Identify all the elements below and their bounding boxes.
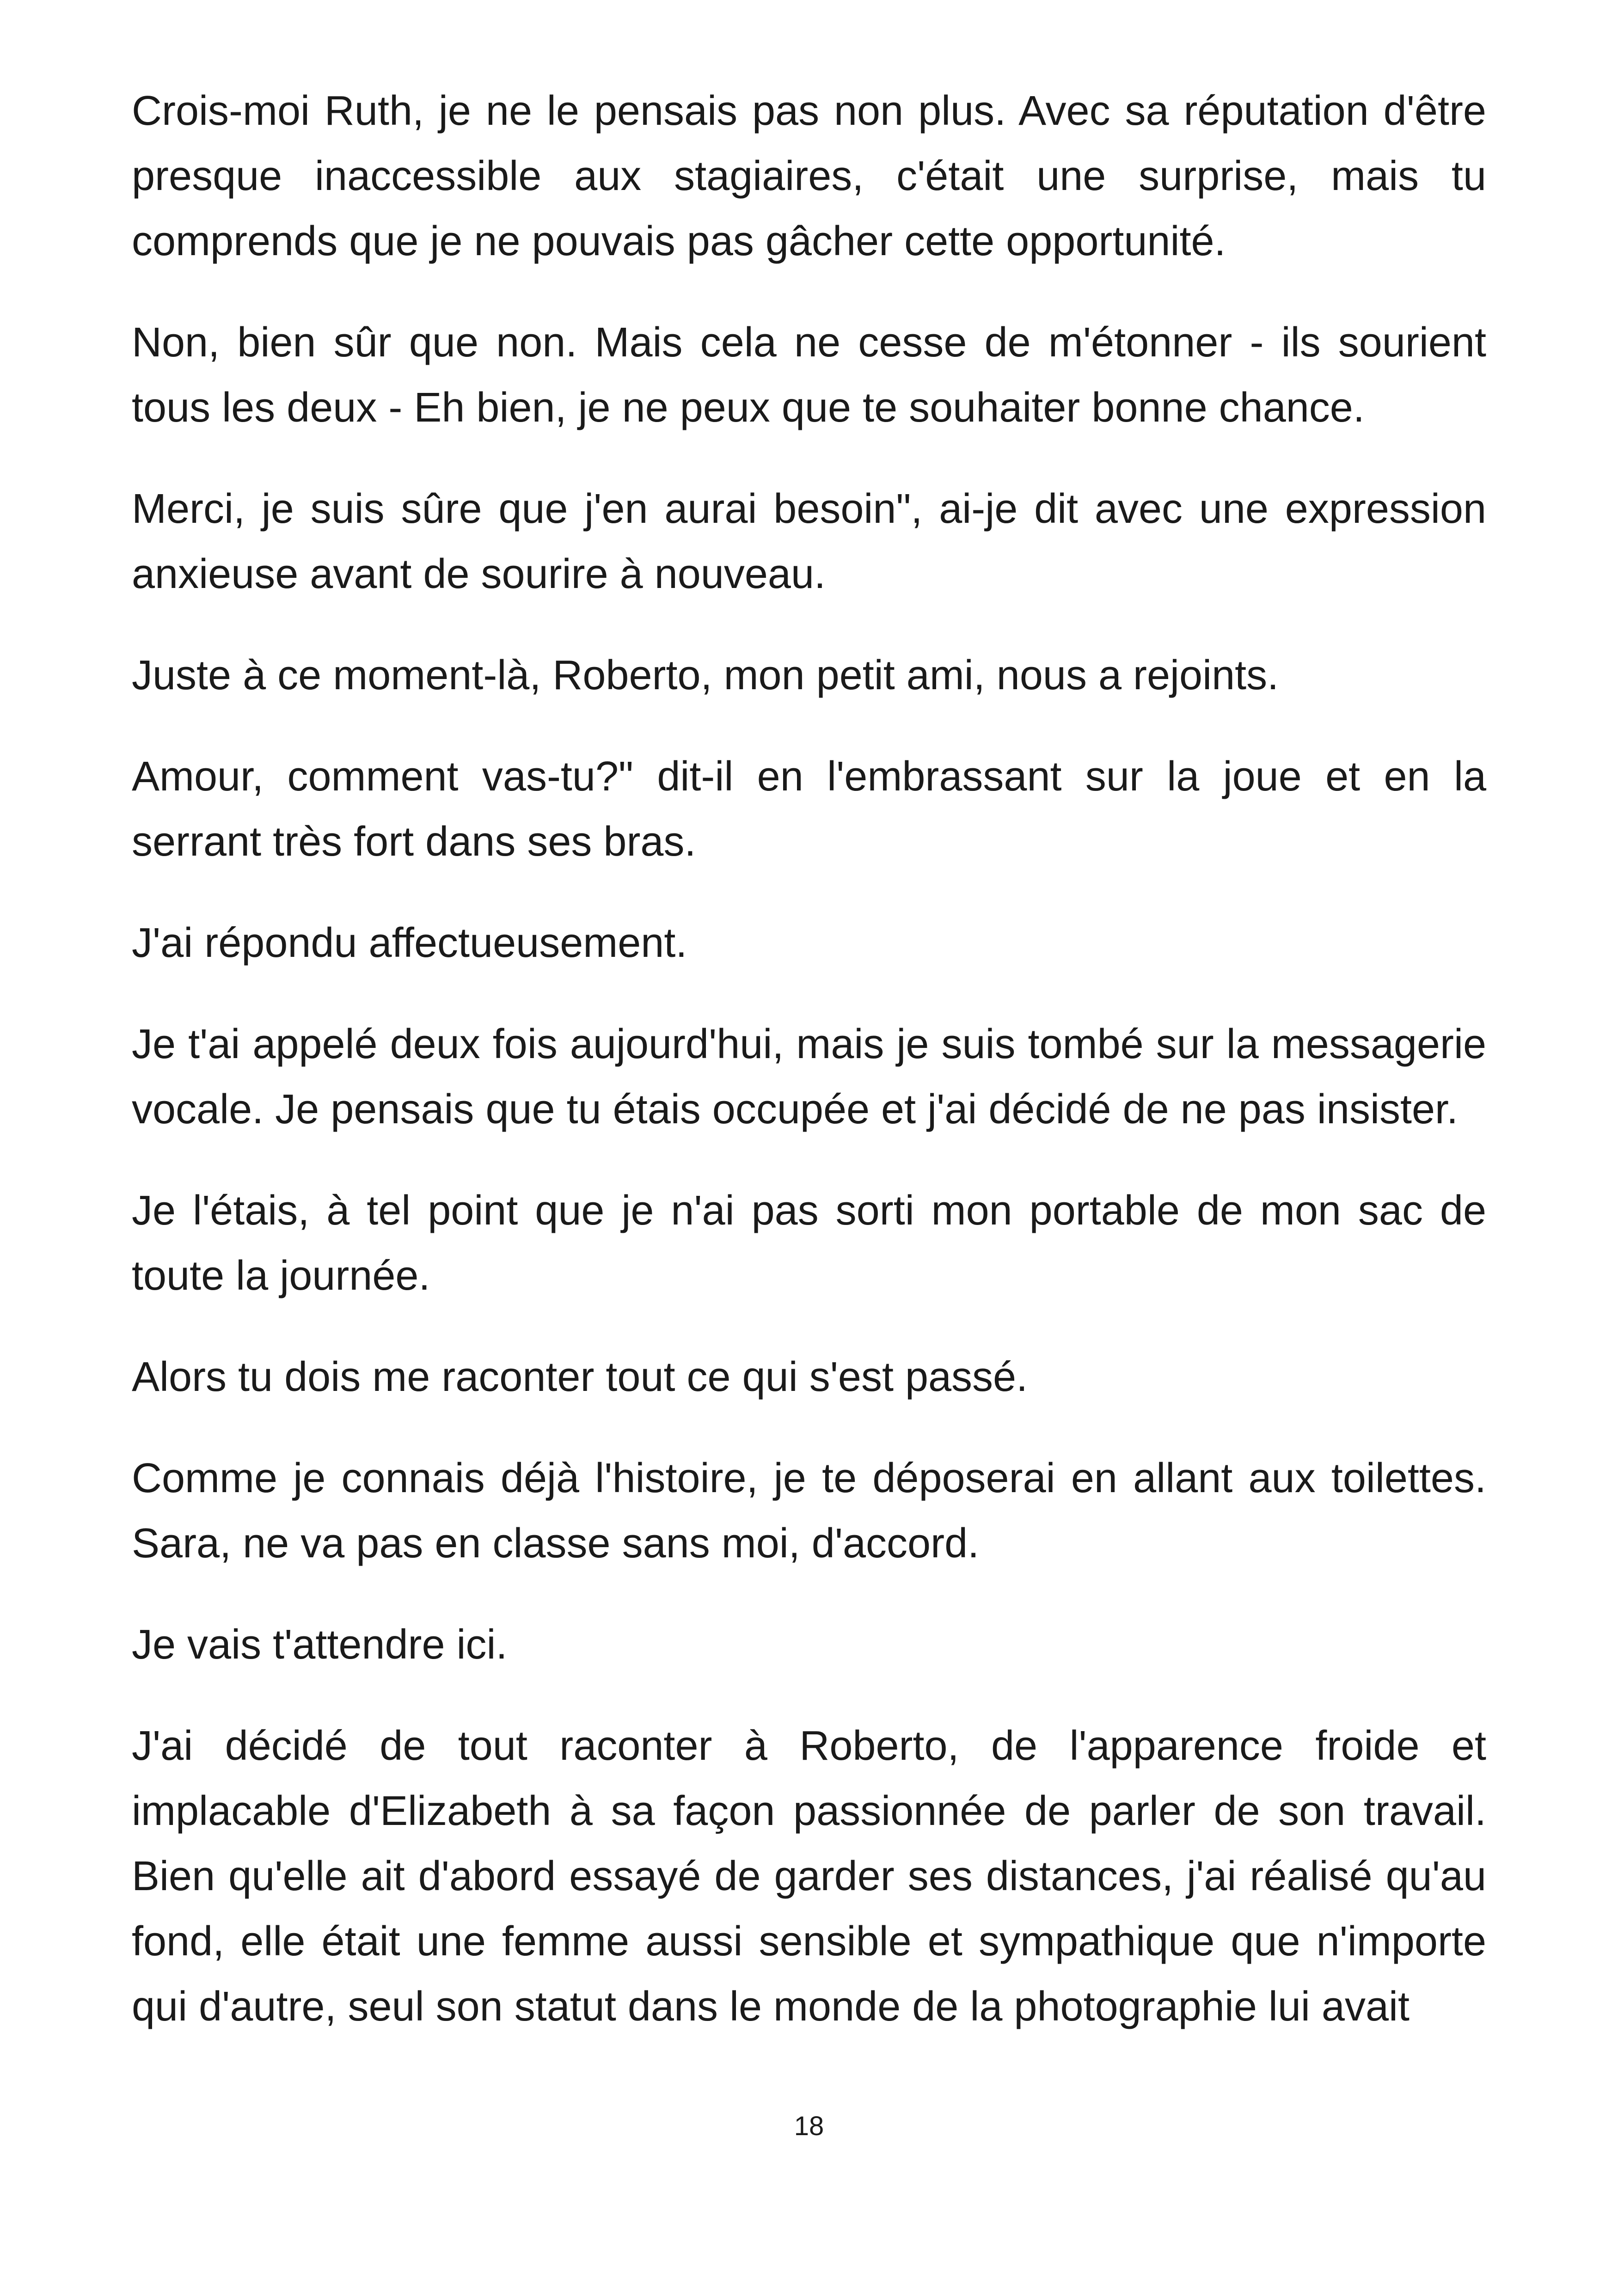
paragraph: Je vais t'attendre ici. <box>132 1622 508 1668</box>
paragraph: Amour, comment vas-tu?" dit-il en l'embrassant sur la joue et en la serrant très fort dans ses bras. <box>132 753 1486 865</box>
paragraph: Merci, je suis sûre que j'en aurai besoin", ai-je dit avec une expression anxieuse avant de sourire à nouveau. <box>132 486 1486 597</box>
paragraph: J'ai décidé de tout raconter à Roberto, de l'apparence froide et implacable d'Elizabeth à sa façon passionnée de parler de son travail. Bien qu'elle ait d'abord essayé de garder ses distances, j'ai réalisé qu'au fond, elle était une femme aussi sensible et sympathique que n'importe qui d'autre, seul son statut dans le monde de la photographie lui avait <box>132 1723 1486 2030</box>
paragraph: Juste à ce moment-là, Roberto, mon petit ami, nous a rejoints. <box>132 652 1279 698</box>
body-text <box>132 79 1486 2039</box>
paragraph: Non, bien sûr que non. Mais cela ne cesse de m'étonner - ils sourient tous les deux - Eh bien, je ne peux que te souhaiter bonne chance. <box>132 319 1486 431</box>
page-number: 18 <box>794 2111 824 2141</box>
paragraph: Comme je connais déjà l'histoire, je te déposerai en allant aux toilettes. Sara, ne va pas en classe sans moi, d'accord. <box>132 1455 1486 1567</box>
paragraph: Je l'étais, à tel point que je n'ai pas sorti mon portable de mon sac de toute la journée. <box>132 1188 1486 1299</box>
paragraph: Je t'ai appelé deux fois aujourd'hui, mais je suis tombé sur la messagerie vocale. Je pensais que tu étais occupée et j'ai décidé de ne pas insister. <box>132 1021 1486 1133</box>
paragraph: Crois-moi Ruth, je ne le pensais pas non plus. Avec sa réputation d'être presque inaccessible aux stagiaires, c'était une surprise, mais tu comprends que je ne pouvais pas gâcher cette opportunité. <box>132 88 1486 264</box>
paragraph: J'ai répondu affectueusement. <box>132 920 687 966</box>
paragraph: Alors tu dois me raconter tout ce qui s'est passé. <box>132 1354 1028 1400</box>
